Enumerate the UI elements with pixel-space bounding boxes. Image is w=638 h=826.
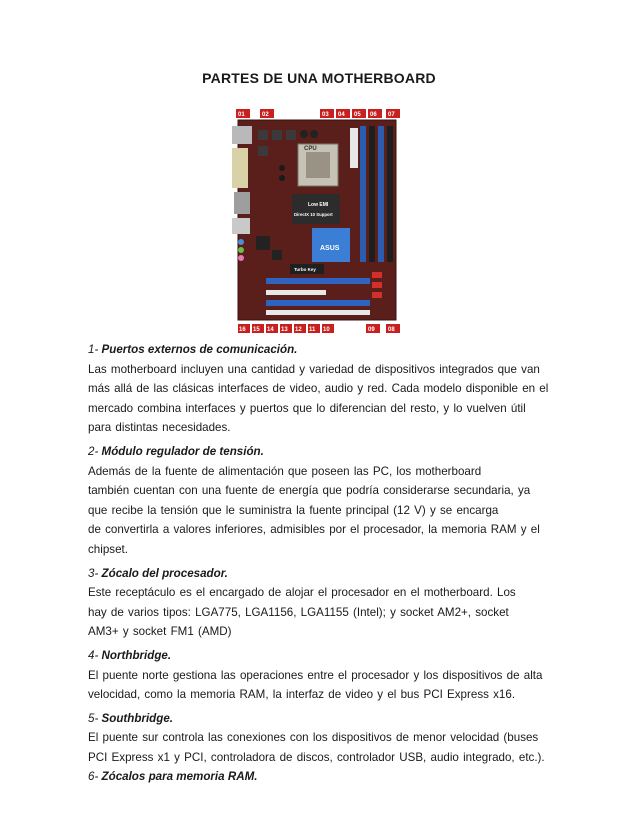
section-heading (88, 564, 550, 584)
section-heading (88, 709, 550, 729)
io-ports-usb (232, 126, 252, 144)
tag-06: 06 (370, 112, 377, 118)
text-line: chipset. (88, 542, 128, 556)
tag-14: 14 (267, 327, 274, 333)
cpu-label: CPU (304, 146, 317, 152)
top-tags (236, 109, 400, 118)
directx-label: DirectX 10 Support (294, 212, 333, 217)
tag-02: 02 (262, 112, 269, 118)
section-number: 6- (88, 770, 102, 784)
text-line: El puente sur controla las conexiones con los dispositivos de menor velocidad (buses (88, 731, 539, 745)
section-paragraph (88, 728, 550, 767)
text-line: Este receptáculo es el encargado de alojar el procesador en el motherboard. Los (88, 586, 516, 600)
section-1 (88, 340, 550, 438)
section-paragraph (88, 583, 550, 642)
section-number: 5- (88, 711, 102, 725)
low-emi-label: Low EMI (308, 202, 329, 208)
document-body (88, 340, 550, 791)
asus-logo-text: ASUS (320, 245, 340, 252)
text-line: mercado combina interfaces y puertos que lo diferencian del resto, y lo vuelven útil (88, 401, 526, 415)
section-title: Zócalos para memoria RAM. (101, 770, 258, 784)
tag-09: 09 (368, 327, 375, 333)
section-paragraph (88, 666, 550, 705)
text-line: Las motherboard incluyen una cantidad y variedad de dispositivos integrados que van (88, 362, 540, 376)
motherboard-image (232, 108, 404, 336)
section-4 (88, 646, 550, 705)
section-number: 1- (88, 343, 102, 356)
tag-11: 11 (309, 327, 316, 333)
tag-13: 13 (281, 327, 288, 333)
tag-08: 08 (388, 327, 395, 333)
tag-12: 12 (295, 327, 302, 333)
tag-16: 16 (239, 327, 246, 333)
section-heading (88, 767, 550, 787)
text-line: también cuentan con una fuente de energía que podría considerarse secundaria, ya (88, 484, 531, 498)
io-port-lan (232, 218, 250, 234)
section-6 (88, 767, 550, 787)
tag-01: 01 (238, 112, 245, 118)
section-title: Southbridge. (101, 711, 174, 725)
tag-15: 15 (253, 327, 260, 333)
text-line: AM3+ y socket FM1 (AMD) (88, 625, 232, 639)
motherboard-diagram (232, 108, 404, 336)
section-number: 2- (88, 444, 102, 458)
section-3 (88, 564, 550, 642)
section-title: Puertos externos de comunicación. (101, 343, 298, 356)
tag-04: 04 (338, 112, 345, 118)
section-paragraph (88, 360, 550, 438)
section-title: Northbridge. (101, 648, 172, 662)
bottom-tags (238, 324, 400, 333)
tag-10: 10 (323, 327, 330, 333)
section-2 (88, 442, 550, 560)
text-line: PCI Express x1 y PCI, controladora de discos, controlador USB, audio integrado, etc.). (88, 750, 545, 764)
section-number: 3- (88, 566, 102, 580)
text-line: El puente norte gestiona las operaciones entre el procesador y los dispositivos de alta (88, 668, 543, 682)
page-title: PARTES DE UNA MOTHERBOARD (202, 70, 436, 86)
northbridge-heatsink (292, 194, 340, 224)
section-title: Módulo regulador de tensión. (101, 444, 264, 458)
tag-07: 07 (388, 112, 395, 118)
section-heading (88, 340, 550, 360)
section-title: Zócalo del procesador. (101, 566, 228, 580)
atx-power-connector (350, 128, 358, 168)
io-port-dvi (234, 192, 250, 214)
section-paragraph (88, 462, 550, 560)
text-line: de convertirla a valores inferiores, admisibles por el procesador, la memoria RAM y el (88, 523, 540, 537)
tag-05: 05 (354, 112, 361, 118)
section-5 (88, 709, 550, 768)
text-line: que recibe la tensión que le suministra la fuente principal (12 V) y se encarga (88, 503, 499, 517)
section-heading (88, 646, 550, 666)
section-heading (88, 442, 550, 462)
text-line: velocidad, como la memoria RAM, la interfaz de video y el bus PCI Express x16. (88, 688, 516, 702)
text-line: hay de varios tipos: LGA775, LGA1156, LGA1155 (Intel); y socket AM2+, socket (88, 605, 509, 619)
text-line: más allá de las clásicas interfaces de video, audio y red. Cada modelo disponible en el (88, 382, 549, 396)
tag-03: 03 (322, 112, 329, 118)
text-line: para distintas necesidades. (88, 421, 231, 435)
io-port-vga (232, 148, 248, 188)
section-number: 4- (88, 648, 102, 662)
text-line: Además de la fuente de alimentación que poseen las PC, los motherboard (88, 464, 482, 478)
turbo-key-label: Turbo Key (294, 267, 316, 272)
